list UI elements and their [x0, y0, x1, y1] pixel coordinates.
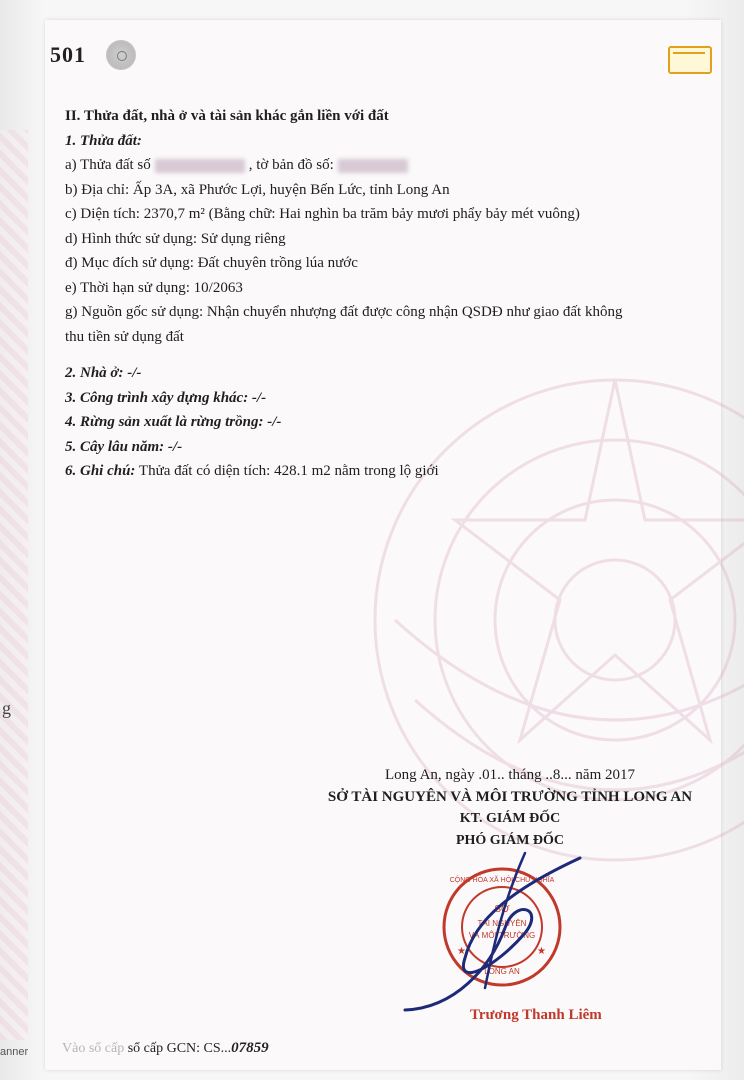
- note-text: Thửa đất có diện tích: 428.1 m2 nằm trong lộ giới: [138, 463, 439, 479]
- signer-name: Trương Thanh Liêm: [470, 1007, 602, 1023]
- redacted-parcel-number: [155, 159, 245, 173]
- svg-text:★: ★: [537, 946, 546, 957]
- signature-block: [305, 764, 715, 852]
- origin-line-2: thu tiền sử dụng đất: [65, 328, 184, 345]
- page-number: 501: [50, 42, 86, 67]
- certificate-content: [65, 104, 705, 484]
- perennial-trees-line: 5. Cây lâu năm: -/-: [65, 438, 183, 455]
- signer-title-1: KT. GIÁM ĐỐC: [459, 811, 561, 826]
- svg-text:LONG AN: LONG AN: [484, 967, 520, 976]
- footer-serial: 07859: [231, 1040, 269, 1056]
- footer-faded-prefix: Vào sổ cấp: [62, 1041, 125, 1056]
- svg-text:★: ★: [457, 946, 466, 957]
- svg-text:SỞ: SỞ: [494, 904, 510, 915]
- department-name: SỞ TÀI NGUYÊN VÀ MÔI TRƯỜNG TỈNH LONG AN: [327, 789, 693, 805]
- section-title: II. Thửa đất, nhà ở và tài sản khác gắn liền với đất: [65, 108, 389, 124]
- adjacent-page-edge: [0, 130, 28, 1040]
- sticky-note-icon[interactable]: [668, 46, 712, 74]
- production-forest-line: 4. Rừng sản xuất là rừng trồng: -/-: [65, 414, 282, 430]
- term-line: e) Thời hạn sử dụng: 10/2063: [65, 279, 243, 296]
- usage-form-line: d) Hình thức sử dụng: Sử dụng riêng: [65, 230, 286, 247]
- adjacent-page-fragment: g: [2, 698, 11, 718]
- parcel-middle: , tờ bản đồ số:: [248, 157, 334, 173]
- address-line: b) Địa chỉ: Ấp 3A, xã Phước Lợi, huyện Bến Lức, tỉnh Long An: [65, 181, 450, 198]
- place-date: Long An, ngày .01.. tháng ..8... năm 2017: [385, 767, 635, 783]
- footer-label: sổ cấp GCN: CS...: [127, 1041, 232, 1056]
- scan-marker-icon: [106, 40, 136, 70]
- svg-text:CỘNG HÒA XÃ HỘI CHỦ NGHĨA: CỘNG HÒA XÃ HỘI CHỦ NGHĨA: [449, 877, 555, 884]
- scanner-label-fragment: anner: [0, 1046, 29, 1058]
- origin-line-1: g) Nguồn gốc sử dụng: Nhận chuyển nhượng đất được công nhận QSDĐ như giao đất không: [65, 304, 623, 320]
- official-stamp: [437, 862, 567, 992]
- note-label: 6. Ghi chú:: [65, 463, 136, 479]
- other-construction-line: 3. Công trình xây dựng khác: -/-: [65, 389, 267, 406]
- land-heading: 1. Thửa đất:: [65, 132, 142, 149]
- area-line: c) Diện tích: 2370,7 m² (Bằng chữ: Hai nghìn ba trăm bảy mươi phẩy bảy mét vuông): [65, 206, 580, 222]
- redacted-map-number: [338, 159, 408, 173]
- certificate-registry-line: [62, 1040, 269, 1057]
- parcel-number-line: [65, 153, 705, 178]
- svg-text:VÀ MÔI TRƯỜNG: VÀ MÔI TRƯỜNG: [468, 931, 536, 940]
- signer-title-2: PHÓ GIÁM ĐỐC: [455, 833, 565, 848]
- purpose-line: đ) Mục đích sử dụng: Đất chuyên trồng lúa nước: [65, 255, 358, 271]
- parcel-prefix: a) Thửa đất số: [65, 157, 151, 173]
- note-line: [65, 459, 705, 484]
- house-line: 2. Nhà ở: -/-: [65, 365, 142, 381]
- svg-text:TÀI NGUYÊN: TÀI NGUYÊN: [477, 919, 527, 928]
